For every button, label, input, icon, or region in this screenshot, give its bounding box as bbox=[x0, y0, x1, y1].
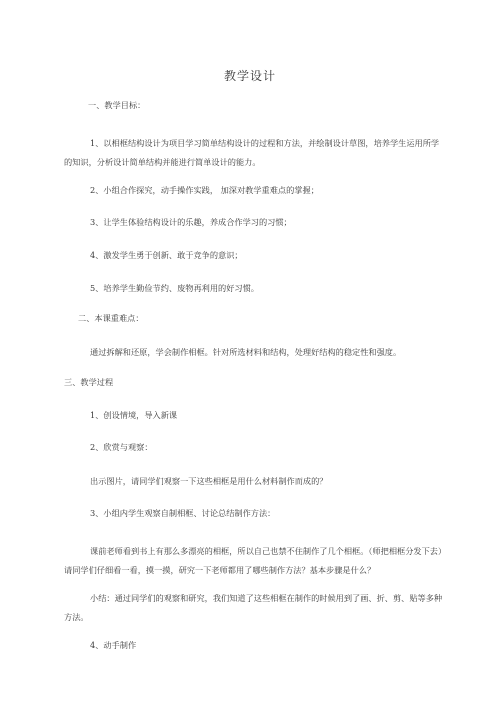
process-step-4: 4、动手制作 bbox=[90, 640, 137, 650]
objective-item-2: 2、小组合作探究，动手操作实践， 加深对教学重难点的掌握； bbox=[90, 185, 319, 195]
section-heading-objectives: 一、教学目标： bbox=[88, 100, 146, 110]
process-summary: 小结：通过同学们的观察和研究，我们知道了这些相框在制作的时候用到了画、折、剪、贴等多种方法。 bbox=[64, 593, 443, 622]
objective-item-4: 4、激发学生勇于创新、敢于竞争的意识； bbox=[90, 250, 243, 260]
section-heading-process: 三、教学过程 bbox=[64, 377, 114, 387]
objective-item-5: 5、培养学生勤俭节约、废物再利用的好习惯。 bbox=[90, 283, 259, 293]
objective-item-3: 3、让学生体验结构设计的乐趣，养成合作学习的习惯； bbox=[90, 217, 292, 227]
process-step-2-body: 出示图片，请同学们观察一下这些相框是用什么材料制作而成的？ bbox=[90, 476, 328, 486]
process-step-1: 1、创设情境，导入新课 bbox=[90, 410, 178, 420]
process-step-2: 2、欣赏与观察： bbox=[90, 442, 153, 452]
section-heading-key-points: 二、本课重难点： bbox=[78, 313, 144, 323]
key-points-body: 通过拆解和还原，学会制作相框。针对所选材料和结构，处理好结构的稳定性和强度。 bbox=[90, 347, 402, 357]
objective-item-1: 1、以相框结构设计为项目学习简单结构设计的过程和方法，并绘制设计草图，培养学生运用所学的知识，分析设计简单结构并能进行简单设计的能力。 bbox=[64, 138, 440, 167]
process-step-3: 3、小组内学生观察自制相框、讨论总结制作方法： bbox=[90, 508, 276, 518]
page-title: 教学设计 bbox=[223, 69, 276, 83]
process-step-3-body: 课前老师看到书上有那么多漂亮的相框，所以自己也禁不住制作了几个相框。（师把相框分发下去）请同学们仔细看一看，摸一摸，研究一下老师都用了哪些制作方法？基本步骤是什么？ bbox=[64, 546, 443, 575]
